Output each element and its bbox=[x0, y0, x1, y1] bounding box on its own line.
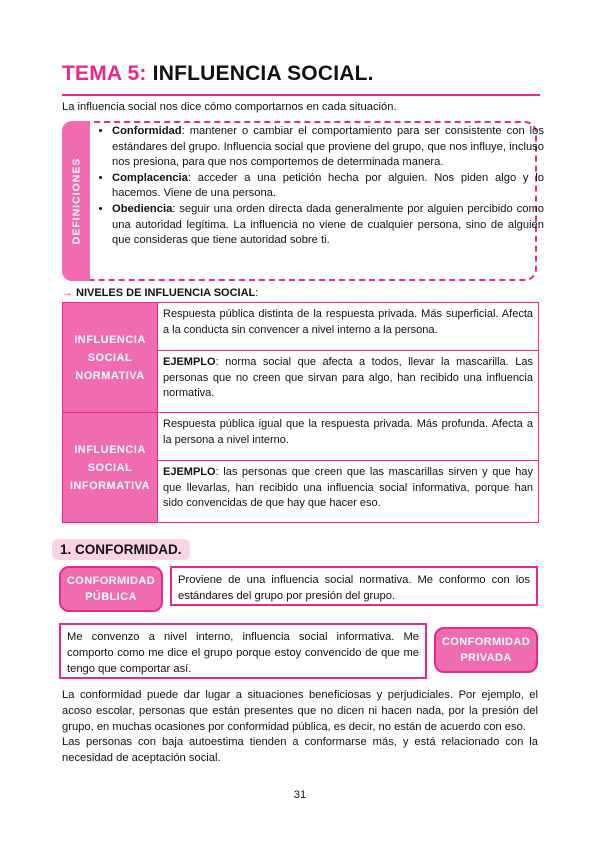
title-underline bbox=[62, 94, 540, 96]
levels-heading: → NIVELES DE INFLUENCIA SOCIAL: bbox=[62, 287, 259, 299]
level-example: EJEMPLO: las personas que creen que las mascarillas sirven y que hay que llevarlas, han recibido una influencia social informativa, porque han sido convencidas de que hay que hacer eso. bbox=[158, 461, 539, 523]
conformidad-publica-text: Proviene de una influencia social normativa. Me conformo con los estándares del grupo por presión del grupo. bbox=[170, 566, 538, 606]
definition-item: • Obediencia: seguir una orden directa dada generalmente por alguien percibido como una autoridad legítima. La influencia no viene de cualquier persona, sino de alguien que consideras que tiene autoridad sobre ti. bbox=[112, 202, 544, 249]
definition-item: • Conformidad: mantener o cambiar el comportamiento para ser consistente con los estándares del grupo. Influencia social que proviene del grupo, que nos influye, incluso nos presiona, para que nos comportemos de determinada manera. bbox=[112, 124, 544, 171]
level-desc: Respuesta pública distinta de la respuesta privada. Más superficial. Afecta a la conducta sin convencer a nivel interno a la persona. bbox=[158, 303, 539, 351]
arrow-icon: → bbox=[62, 287, 73, 299]
conformidad-paragraph bbox=[62, 688, 538, 767]
level-example: EJEMPLO: norma social que afecta a todos, llevar la mascarilla. Las personas que no creen que sirvan para algo, han recibido una influencia normativa. bbox=[158, 351, 539, 413]
definitions-list bbox=[96, 124, 544, 249]
page-title bbox=[62, 62, 374, 86]
conformidad-privada-text: Me convenzo a nivel interno, influencia social informativa. Me comporto como me dice el grupo porque estoy convencido de que me tengo que comportar así. bbox=[59, 623, 427, 679]
definitions-label: DEFINICIONES bbox=[70, 157, 82, 245]
page-number: 31 bbox=[293, 789, 307, 801]
section-heading: 1. CONFORMIDAD. bbox=[52, 539, 190, 560]
paragraph: La conformidad puede dar lugar a situaciones beneficiosas y perjudiciales. Por ejemplo, el acoso escolar, personas que están presentes que no dicen ni hacen nada, por la presión del grupo, en muchas ocasiones por conformidad pública, es decir, no están de acuerdo con eso. bbox=[62, 689, 538, 733]
definition-item: • Complacencia: acceder a una petición hecha por alguien. Nos piden algo y lo hacemos. Viene de una persona. bbox=[112, 171, 544, 202]
intro-text: La influencia social nos dice cómo comportarnos en cada situación. bbox=[62, 101, 397, 113]
title-tema: TEMA 5: bbox=[62, 62, 147, 85]
conformidad-privada-label: CONFORMIDAD PRIVADA bbox=[434, 627, 538, 673]
level-desc: Respuesta pública igual que la respuesta privada. Más profunda. Afecta a la persona a nivel interno. bbox=[158, 413, 539, 461]
table-row bbox=[63, 413, 539, 461]
paragraph: Las personas con baja autoestima tienden a conformarse más, y está relacionado con la necesidad de aceptación social. bbox=[62, 736, 538, 765]
level-head-informativa: INFLUENCIA SOCIAL INFORMATIVA bbox=[63, 413, 158, 523]
levels-table bbox=[62, 302, 539, 523]
title-name: INFLUENCIA SOCIAL. bbox=[152, 62, 374, 85]
table-row bbox=[63, 303, 539, 351]
conformidad-publica-label: CONFORMIDAD PÚBLICA bbox=[59, 566, 163, 612]
level-head-normativa: INFLUENCIA SOCIAL NORMATIVA bbox=[63, 303, 158, 413]
